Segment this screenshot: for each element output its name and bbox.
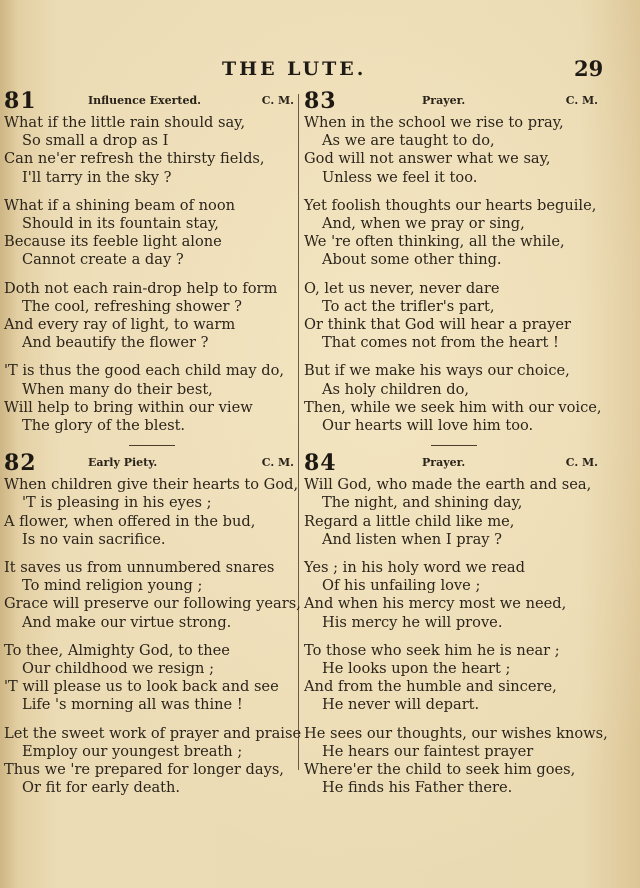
stanza [304,280,604,353]
stanza [4,362,300,435]
hymn-meter: C. M. [261,94,294,107]
verse-line: And from the humble and sincere, [304,678,557,696]
verse-line: Yet foolish thoughts our hearts beguile, [304,196,597,214]
verse-line: Unless we feel it too. [322,168,478,186]
verse-line: I'll tarry in the sky ? [22,168,172,186]
verse-line: Life 's morning all was thine ! [22,696,243,714]
verse-line: Or think that God will hear a prayer [304,316,571,334]
verse-line: The cool, refreshing shower ? [22,297,242,315]
verse-line: To mind religion young ; [22,577,203,595]
hymn-meter: C. M. [261,456,294,470]
verse-line: That comes not from the heart ! [322,334,559,352]
stanza [4,725,300,798]
verse-line: As we are taught to do, [322,132,495,150]
hymn-header [4,452,300,476]
stanza [304,114,604,187]
stanza [4,476,300,549]
hymn-header [304,90,604,114]
verse-line: So small a drop as I [22,132,169,150]
hymn-meter: C. M. [565,94,598,107]
verse-line: When in the school we rise to pray, [304,114,564,131]
stanza [304,724,608,798]
stanza [4,642,300,715]
page-number: 29 [574,56,604,81]
running-head [0,56,640,86]
verse-line: But if we make his ways our choice, [304,362,570,380]
verse-line: The night, and shining day, [322,494,523,512]
verse-line: And when his mercy most we need, [304,595,567,613]
verse-line: And listen when I pray ? [322,530,502,548]
verse-line: Let the sweet work of prayer and praise [4,724,302,742]
hymn-meter: C. M. [565,456,598,470]
verse-line: He sees our thoughts, our wishes knows, [304,724,608,742]
stanza [304,476,604,549]
verse-line: We 're often thinking, all the while, [304,233,565,251]
verse-line: Yes ; in his holy word we read [304,559,525,577]
hymn-number: 83 [304,88,337,114]
verse-line: The glory of the blest. [22,417,186,435]
verse-line: To those who seek him he is near ; [304,641,560,659]
verse-line: To thee, Almighty God, to thee [4,641,230,659]
running-title: THE LUTE. [222,58,367,80]
verse-line: Then, while we seek him with our voice, [304,398,602,416]
hymn-83 [304,90,604,435]
stanza [304,362,604,435]
hymn-84 [304,450,608,797]
hymn-separator [431,445,477,446]
verse-line: Our childhood we resign ; [22,660,215,678]
verse-line: It saves us from unnumbered snares [4,559,275,577]
verse-line: Where'er the child to seek him goes, [304,761,576,779]
left-column [4,90,300,808]
stanza [304,197,604,270]
verse-line: 'T is thus the good each child may do, [4,362,285,380]
hymn-header [4,90,300,114]
stanza [304,559,604,632]
verse-line: And, when we pray or sing, [322,215,525,233]
verse-line: He hears our faintest prayer [322,742,534,760]
hymn-title: Prayer. [422,456,466,470]
verse-line: Or fit for early death. [22,779,181,797]
verse-line: Should in its fountain stay, [22,215,219,233]
verse-line: Thus we 're prepared for longer days, [4,761,284,779]
verse-line: 'T will please us to look back and see [4,678,279,696]
verse-line: A flower, when offered in the bud, [4,512,256,530]
stanza [4,114,300,187]
verse-line: What if the little rain should say, [4,114,246,131]
verse-line: To act the trifler's part, [322,297,495,315]
hymn-number: 84 [304,450,337,477]
verse-line: About some other thing. [322,251,502,269]
stanza [304,642,604,715]
verse-line: And beautify the flower ? [22,334,209,352]
verse-line: His mercy he will prove. [322,613,503,631]
stanza [4,197,300,270]
verse-line: As holy children do, [322,380,470,398]
right-column [304,88,608,808]
verse-line: Can ne'er refresh the thirsty fields, [4,150,265,168]
verse-line: Because its feeble light alone [4,233,222,251]
verse-line: He looks upon the heart ; [322,660,511,678]
verse-line: When many do their best, [22,380,213,398]
verse-line: Of his unfailing love ; [322,577,481,595]
hymn-number: 81 [4,88,37,114]
verse-line: He never will depart. [322,696,480,714]
verse-line: Regard a little child like me, [304,512,515,530]
verse-line: Is no vain sacrifice. [22,530,166,548]
hymn-82 [4,452,300,797]
verse-line: When children give their hearts to God, [4,476,299,494]
stanza [4,280,300,353]
hymn-separator [129,445,175,446]
verse-line: And make our virtue strong. [22,613,232,631]
verse-line: And every ray of light, to warm [4,316,236,334]
hymn-title: Early Piety. [88,456,158,470]
verse-line: What if a shining beam of noon [4,196,236,214]
verse-line: Doth not each rain-drop help to form [4,279,278,297]
verse-line: Employ our youngest breath ; [22,742,243,760]
verse-line: God will not answer what we say, [304,150,551,168]
verse-line: 'T is pleasing in his eyes ; [22,494,212,512]
verse-line: Will help to bring within our view [4,398,253,416]
stanza [4,559,300,632]
hymn-81 [4,90,300,435]
hymn-title: Prayer. [422,94,466,107]
verse-line: Grace will preserve our following years, [4,595,301,613]
hymn-header [304,452,604,476]
verse-line: Cannot create a day ? [22,251,184,269]
verse-line: Our hearts will love him too. [322,417,534,435]
hymn-number: 82 [4,450,37,477]
hymn-title: Influence Exerted. [88,94,201,107]
verse-line: O, let us never, never dare [304,279,500,297]
verse-line: He finds his Father there. [322,779,513,797]
verse-line: Will God, who made the earth and sea, [304,476,592,494]
